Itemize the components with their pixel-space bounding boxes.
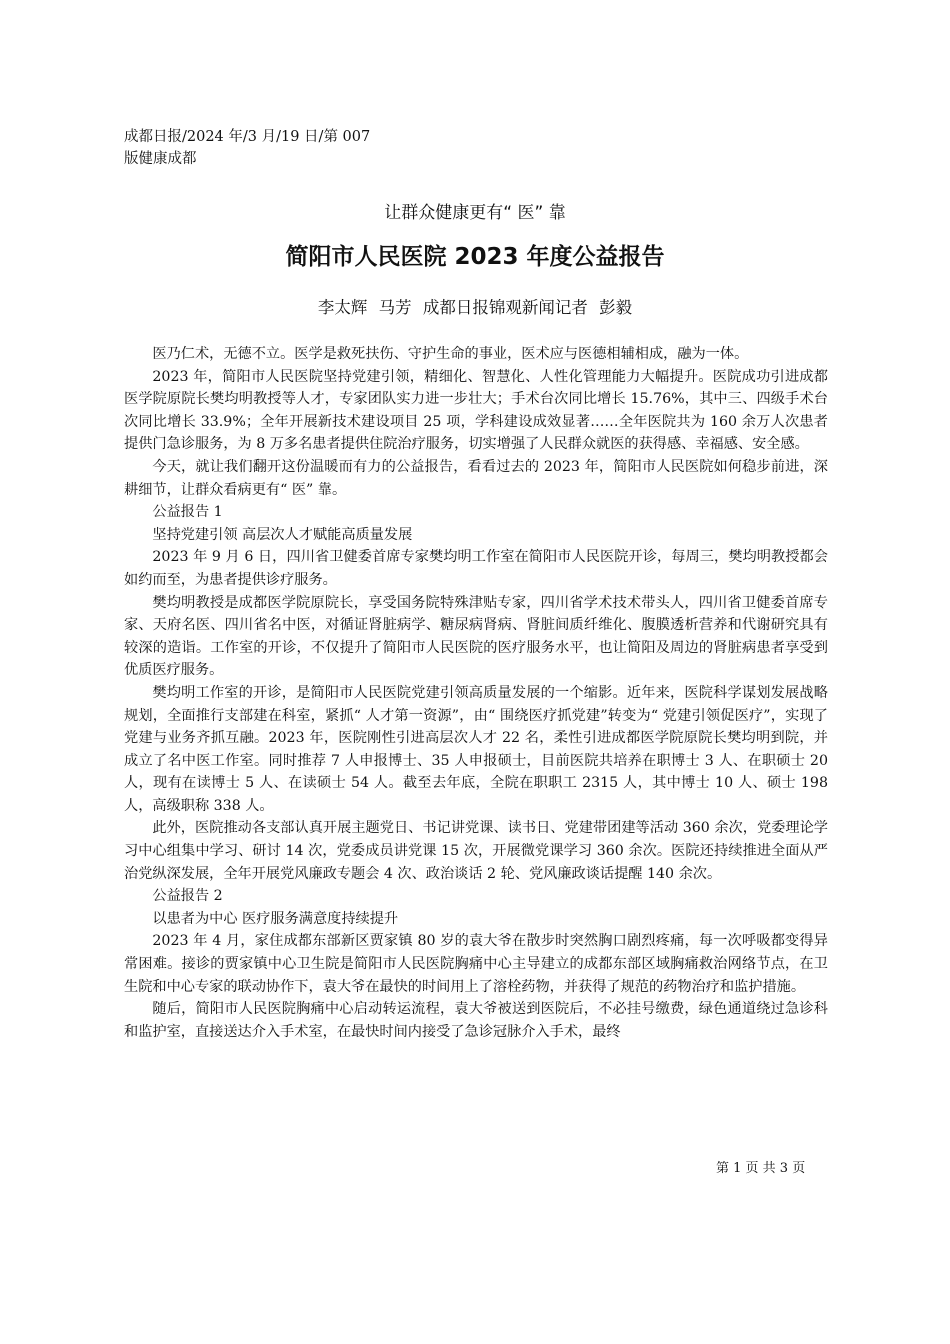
article-byline: 李太辉 马芳 成都日报锦观新闻记者 彭毅 — [317, 298, 633, 317]
source-line-1: 成都日报/2024 年/3 月/19 日/第 007 — [124, 129, 371, 145]
paragraph: 随后，简阳市人民医院胸痛中心启动转运流程，袁大爷被送到医院后，不必挂号缴费，绿色通道绕过急诊科和监护室，直接送达介入手术室，在最快时间内接受了急诊冠脉介入手术，最终 — [124, 1001, 828, 1040]
paragraph: 2023 年 4 月，家住成都东部新区贾家镇 80 岁的袁大爷在散步时突然胸口剧烈疼痛，每一次呼吸都变得异常困难。接诊的贾家镇中心卫生院是简阳市人民医院胸痛中心主导建立的成都东部区域胸痛救治网络节点，在卫生院和中心专家的联动协作下，袁大爷在最快的时间用上了溶栓药物，并获得了规范的药物治疗和监护措施。 — [124, 933, 828, 995]
paragraph: 此外，医院推动各支部认真开展主题党日、书记讲党课、读书日、党建带团建等活动 360 余次，党委理论学习中心组集中学习、研讨 14 次，党委成员讲党课 15 次，开展微党课学习 360 余次。医院还持续推进全面从严治党纵深发展，全年开展党风廉政专题会 4 次、政治谈话 2 轮、党风廉政谈话提醒 140 余次。 — [124, 820, 828, 882]
section-heading: 坚持党建引领 高层次人才赋能高质量发展 — [152, 526, 413, 543]
paragraph-intro: 医乃仁术，无德不立。医学是救死扶伤、守护生命的事业，医术应与医德相辅相成，融为一体。 — [152, 346, 749, 362]
section-label: 公益报告 2 — [152, 888, 223, 905]
section-heading: 以患者为中心 医疗服务满意度持续提升 — [152, 910, 399, 927]
paragraph: 2023 年，简阳市人民医院坚持党建引领，精细化、智慧化、人性化管理能力大幅提升。医院成功引进成都医学院原院长樊均明教授等人才，专家团队实力进一步壮大；手术台次同比增长 15.76%，其中三、四级手术台次同比增长 33.9%；全年开展新技术建设项目 25 项，学科建设成效显著……全年医院共为 160 余万人次患者提供门急诊服务，为 8 万多名患者提供住院治疗服务，切实增强了人民群众就医的获得感、幸福感、安全感。 — [124, 368, 828, 453]
article-body — [124, 343, 828, 1043]
paragraph: 2023 年 9 月 6 日，四川省卫健委首席专家樊均明工作室在简阳市人民医院开诊，每周三，樊均明教授都会如约而至，为患者提供诊疗服务。 — [124, 549, 828, 588]
paragraph: 樊均明工作室的开诊，是简阳市人民医院党建引领高质量发展的一个缩影。近年来，医院科学谋划发展战略规划，全面推行支部建在科室，紧抓“ 人才第一资源”，由“ 围绕医疗抓党建”转变为“ 党建引领促医疗”，实现了党建与业务齐抓互融。2023 年，医院刚性引进高层次人才 22 名，柔性引进成都医学院原院长樊均明到院，并成立了名中医工作室。同时推荐 7 人申报博士、35 人申报硕士，目前医院共培养在职博士 3 人、在职硕士 20 人，现有在读博士 5 人、在读硕士 54 人。截至去年底，全院在职职工 2315 人，其中博士 10 人、硕士 198 人，高级职称 338 人。 — [124, 684, 828, 814]
article-title: 简阳市人民医院 2023 年度公益报告 — [285, 244, 665, 270]
article-kicker: 让群众健康更有“ 医” 靠 — [384, 203, 566, 223]
section-label: 公益报告 1 — [152, 504, 223, 521]
source-line-2: 版健康成都 — [124, 151, 197, 167]
page-number: 第 1 页 共 3 页 — [716, 1161, 806, 1176]
paragraph: 今天，就让我们翻开这份温暖而有力的公益报告，看看过去的 2023 年，简阳市人民医院如何稳步前进，深耕细节，让群众看病更有“ 医” 靠。 — [124, 458, 828, 498]
paragraph: 樊均明教授是成都医学院原院长，享受国务院特殊津贴专家，四川省学术技术带头人，四川省卫健委首席专家、天府名医、四川省名中医，对循证肾脏病学、糖尿病肾病、肾脏间质纤维化、腹膜透析营养和代谢研究具有较深的造诣。工作室的开诊，不仅提升了简阳市人民医院的医疗服务水平，也让简阳及周边的肾脏病患者享受到优质医疗服务。 — [124, 594, 828, 679]
source-citation — [124, 126, 424, 170]
